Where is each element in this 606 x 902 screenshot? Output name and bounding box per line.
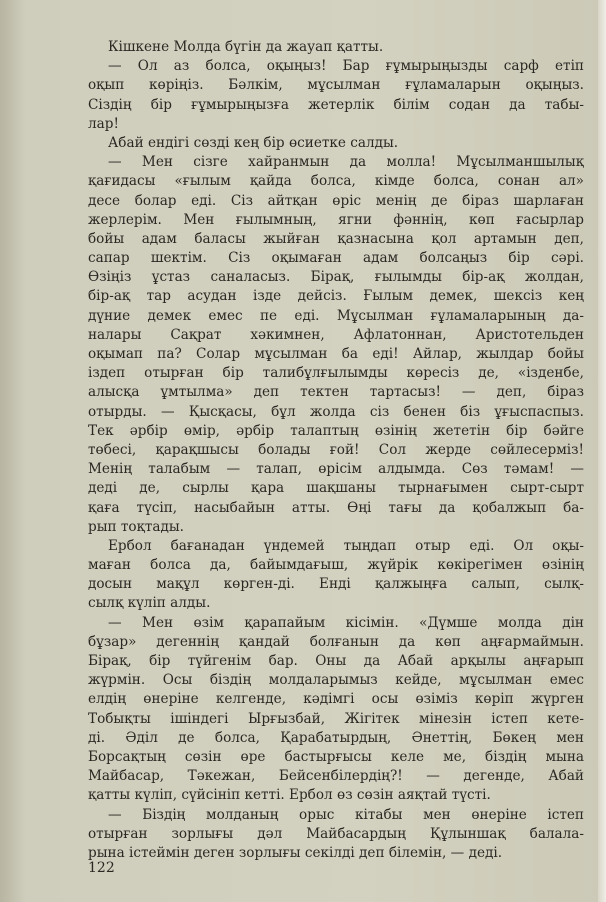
text-line: бойы адам баласы жыйған қазнасына қол артамын деп, <box>88 230 584 247</box>
text-line: қаға түсіп, насыбайын атты. Өңі тағы да қобалжып ба- <box>88 499 584 516</box>
text-line: Майбасар, Тәкежан, Бейсенбілердің?! — дегенде, Абай <box>88 768 584 785</box>
text-line: бір-ақ тар асудан іздe дейсіз. Ғылым демек, шексіз кең <box>88 288 584 305</box>
text-line: ді. Әділ де болса, Қарабатырдың, Әнеттің, Бөкең мен <box>88 729 584 746</box>
text-line: қағидасы «ғылым қайда болса, кімде болса, сонан ал» <box>88 173 584 190</box>
text-line: қатты күліп, сүйсініп кетті. Ербол өз сөзін аяқтай түсті. <box>88 787 491 804</box>
text-line: досын мақұл көрген-ді. Енді қалжыңға салып, сылқ- <box>88 576 584 593</box>
text-line: оқымап па? Солар мұсылман ба еді! Айлар, жылдар бойы <box>88 346 584 362</box>
text-line: отырды. — Қысқасы, бұл жолда сіз бенен біз ұғыспаспыз. <box>88 403 584 420</box>
text-line: — Мен сізге хайранмын да молла! Мұсылманшылық <box>108 154 584 171</box>
text-line: Ербол бағанадан үндемей тыңдап отыр еді. Ол оқы- <box>108 537 584 554</box>
text-line: рып тоқтады. <box>88 518 184 535</box>
text-line: Өзіңіз ұстаз саналасыз. Бірақ, ғылымды бір-ақ жолдан, <box>88 269 584 286</box>
text-line: лар! <box>88 115 119 132</box>
page-number: 122 <box>88 860 115 876</box>
text-line: елдің өнеріне келгенде, кәдімгі осы өзіміз көріп жүрген <box>88 691 584 708</box>
text-line: Тобықты ішіндегі Ырғызбай, Жігітек мінезін істеп кете- <box>88 710 584 727</box>
text-line: — Мен өзім қарапайым кісімін. «Дүмше молда дін <box>108 614 584 631</box>
text-line: оқып көріңіз. Бәлкім, мұсылман ғұламаларын оқыңыз. <box>88 77 584 94</box>
text-line: налары Сақрат хәкимнен, Афлатоннан, Аристотельден <box>88 326 584 343</box>
text-line: Борсақтың сөзін өре бастырғысы келе ме, біздің мына <box>88 748 584 765</box>
text-line: рына істеймін деген зорлығы секілді деп білемін, — деді. <box>88 844 503 861</box>
page-edge <box>598 0 606 902</box>
text-line: Кішкене Молда бүгін да жауап қатты. <box>108 39 384 55</box>
text-line: жерлерім. Мен ғылымның, ягни фәннің, көп ғасырлар <box>88 211 584 228</box>
text-line: дүние демек емес пе еді. Мұсылман ғұламаларының да- <box>88 307 584 324</box>
text-line: Абай ендігі сөзді кең бір өсиетке салды. <box>108 134 399 151</box>
text-line: деді де, сырлы қара шақшаны тырнағымен сырт-сырт <box>88 480 584 497</box>
text-line: Тек әрбір өмір, әрбір талаптың өзінің жететін бір бәйге <box>88 422 584 439</box>
text-line: маған болса да, байымдағыш, жүйрік көкірегімен өзінің <box>88 557 584 574</box>
text-line: — Біздің молданың орыс кітабы мен өнеріне істеп <box>108 806 584 823</box>
text-line: төбесі, қарақшысы болады ғой! Сол жерде сөйлесерміз! <box>88 441 584 458</box>
text-line: отырған зорлығы дәл Майбасардың Құлыншақ балала- <box>88 825 584 842</box>
text-line: іздеп отырған бір талибұлғылымды көресіз де, «ізденбе, <box>88 365 584 382</box>
text-line: десе болар еді. Сіз айтқан өріс менің де біраз шарлаған <box>88 192 584 209</box>
text-line: сылқ күліп алды. <box>88 595 211 612</box>
page-body-text <box>88 38 584 863</box>
text-line: бұзар» дегеннің қандай болғанын да көп аңғармаймын. <box>88 633 584 650</box>
text-line: Бірақ, бір түйгенім бар. Оны да Абай арқылы аңғарып <box>88 653 584 669</box>
text-line: Сіздің бір ғұмырыңызға жетерлік білім содан да табы- <box>88 96 584 113</box>
text-line: — Ол аз болса, оқыңыз! Бар ғұмырыңызды сарф етіп <box>108 58 584 75</box>
text-line: жүрмін. Осы біздің молдаларымыз кейде, мұсылман емес <box>88 672 584 689</box>
text-line: Менің талабым — талап, өрісім алдымда. Сөз тәмам! — <box>88 461 584 478</box>
text-line: сапар шектім. Сіз оқымаған адам болсаңыз бір сәрі. <box>88 250 584 267</box>
text-line: алысқа ұмтылма» деп тектен тартасыз! — деп, біраз <box>88 384 584 401</box>
